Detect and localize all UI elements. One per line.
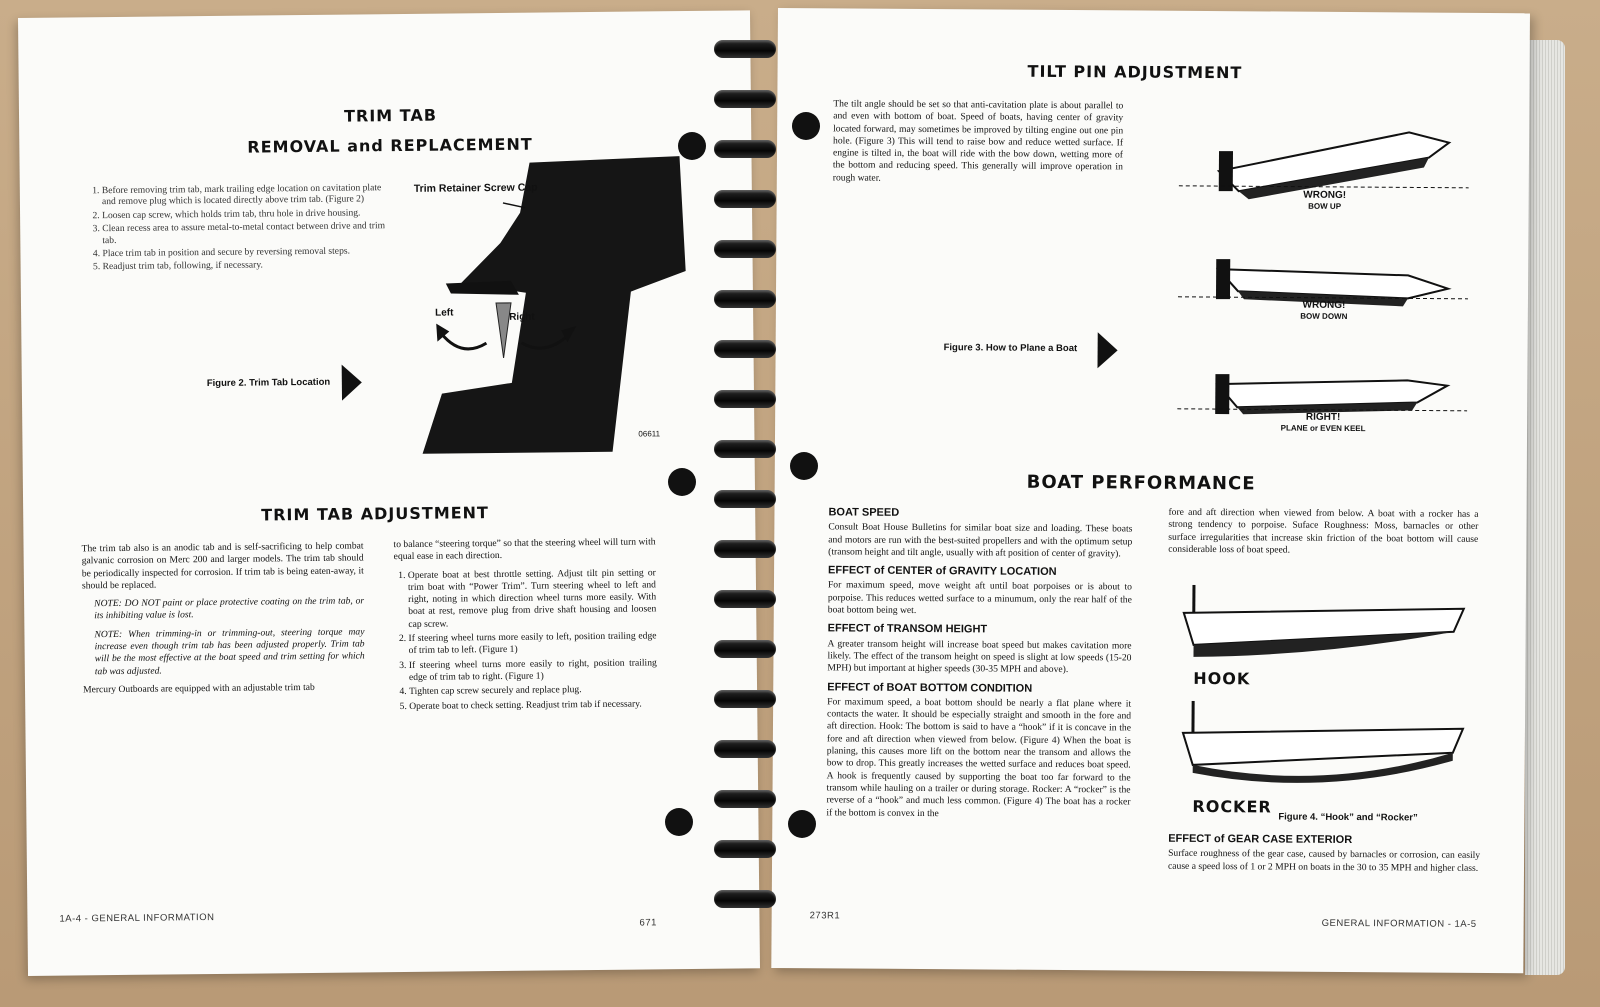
figure-arrow-icon [1097, 332, 1117, 368]
removal-step: 4. Place trim tab in position and secure by reversing removal steps. [102, 245, 394, 259]
boat-caption-2 [1284, 300, 1364, 323]
spiral-coil-loop [714, 640, 776, 658]
right-label: Right [509, 311, 535, 323]
hook-boat-drawing [1173, 585, 1474, 667]
adj-para-1: The trim tab also is an anodic tab and is self-sacrificing to help combat galvanic corrosion on Merc 200 and larger models. The trim tab should be periodically inspected for corrosion. If trim tab is being eaten-away, it should be replaced. [81, 540, 364, 592]
spiral-coil-loop [714, 240, 776, 258]
adjustment-step: 4. Tighten cap screw securely and replace plug. [409, 684, 657, 699]
removal-steps [88, 182, 395, 275]
right-footer: GENERAL INFORMATION - 1A-5 [1321, 917, 1477, 930]
rocker-label: ROCKER [1192, 796, 1272, 817]
spiral-coil-loop [714, 840, 776, 858]
spiral-coil-loop [714, 540, 776, 558]
tilt-pin-title: TILT PIN ADJUSTMENT [1027, 61, 1243, 83]
bottom-heading: EFFECT of BOAT BOTTOM CONDITION [827, 680, 1033, 695]
removal-title: REMOVAL and REPLACEMENT [247, 134, 533, 157]
transom-heading: EFFECT of TRANSOM HEIGHT [827, 622, 988, 636]
figure-arrow-icon [342, 364, 362, 400]
left-footer: 1A-4 - GENERAL INFORMATION [59, 911, 215, 925]
boat-performance-title: BOAT PERFORMANCE [1026, 471, 1256, 495]
adj-para-2: Mercury Outboards are equipped with an adjustable trim tab [82, 681, 315, 696]
adj-col2-intro: to balance “steering torque” so that the steering wheel will turn with equal ease in each direction. [393, 536, 656, 563]
removal-step: 5. Readjust trim tab, following, if necessary. [103, 259, 395, 273]
adjustment-col-1 [82, 540, 366, 702]
boat-speed-heading: BOAT SPEED [828, 506, 900, 519]
cog-text: For maximum speed, move weight aft until boat porpoises or is about to porpoise. This reduces wetted surface to a minumum, only the rear half of the boat bottom being wet. [827, 579, 1133, 617]
left-label: Left [435, 307, 454, 319]
bottom-text: For maximum speed, a boat bottom should be nearly a flat plane where it contacts the water. It should be especially straight and smooth in the fore and aft direction. Hook: The bottom is said to have a “hook” if it is concave in the fore and aft direction when viewed from below. (Figure 4) When the boat is planing, this causes more lift on the bottom near the transom and allows the bow to drop. This greatly increases the wetted surface and reduces boat speed. A hook is frequently caused by supporting the boat too far forward to the transom while hauling on a trailer or during storage. Rocker: A “rocker” is the reverse of a “hook” and much less common. (Figure 4) The boat has a rocker if the bottom is convex in the [826, 696, 1132, 819]
boat-label: WRONG! [1302, 299, 1346, 311]
performance-col-1 [826, 502, 1132, 827]
boat-caption-3 [1263, 411, 1383, 434]
adj-note-1: NOTE: DO NOT paint or place protective coating on the trim tab, or its inhibiting value is lost. [94, 595, 365, 622]
removal-step: 3. Clean recess area to assure metal-to-metal contact between drive and trim tab. [102, 220, 394, 246]
spiral-coil-loop [714, 790, 776, 808]
right-page [771, 8, 1530, 973]
trim-tab-adjustment-title: TRIM TAB ADJUSTMENT [261, 503, 490, 525]
punch-hole [788, 810, 816, 838]
tilt-paragraph: The tilt angle should be set so that anti-cavitation plate is about parallel to and even with bottom of boat. Speed of boats, having center of gravity located forward, may sometimes be improved by tilting engine out one pin hole. (Figure 3) This will tend to raise bow and reduce wetted surface. If engine is tilted in, the boat will ride with the bow down, wetting more of the bottom and reducing speed. This generally will improve operation in rough water. [832, 98, 1124, 184]
spiral-coil-loop [714, 190, 776, 208]
performance-col-2-text: fore and aft direction when viewed from below. A boat with a rocker has a strong tendency to porpoise. Suface Roughness: Moss, barnacles or other surface irregularities that increase skin friction of the boat bottom will cause considerable loss of boat speed. [1168, 506, 1479, 556]
spiral-coil-loop [714, 390, 776, 408]
adj-note-2: NOTE: When trimming-in or trimming-out, steering torque may increase even though trim tab has been adjusted properly. Trim tab will be the most effective at the boat speed and trim setting for which tab was adjusted. [94, 626, 365, 677]
boat-caption-1 [1285, 190, 1365, 213]
adjustment-step: 2. If steering wheel turns more easily to left, position trailing edge of trim tab to left. (Figure 1) [408, 630, 656, 657]
spiral-coil-loop [714, 890, 776, 908]
punch-hole [668, 468, 696, 496]
trim-tab-title: TRIM TAB [343, 105, 438, 126]
adjustment-steps [394, 567, 657, 713]
figure-3-caption: Figure 3. How to Plane a Boat [943, 342, 1078, 355]
boat-label: RIGHT! [1305, 411, 1341, 423]
left-footer-number: 671 [639, 917, 657, 929]
spiral-coil-loop [714, 290, 776, 308]
punch-hole [678, 132, 706, 160]
adjustment-step: 5. Operate boat to check setting. Readjust trim tab if necessary. [409, 698, 657, 713]
gear-heading: EFFECT of GEAR CASE EXTERIOR [1168, 832, 1353, 847]
figure-4-caption: Figure 4. “Hook” and “Rocker” [1278, 811, 1418, 824]
gear-case-section [1168, 829, 1480, 881]
boat-speed-text: Consult Boat House Bulletins for similar boat size and loading. These boats and motors are run with the best-suited propellers and with the optimum setup (transom height and tilt angle, usually with aft position of center of gravity). [828, 521, 1133, 560]
trim-retainer-callout: Trim Retainer Screw Cap [413, 181, 538, 195]
figure-code: 06611 [638, 429, 661, 439]
left-page [18, 10, 760, 976]
rocker-boat-drawing [1173, 701, 1474, 788]
punch-hole [792, 112, 820, 140]
spiral-coil-loop [714, 690, 776, 708]
spiral-coil-loop [714, 90, 776, 108]
spiral-coil-loop [714, 440, 776, 458]
figure-2-caption: Figure 2. Trim Tab Location [206, 376, 331, 390]
removal-step: 2. Loosen cap screw, which holds trim tab, thru hole in drive housing. [102, 207, 394, 221]
boat-label: WRONG! [1303, 189, 1347, 201]
spiral-coil-loop [714, 740, 776, 758]
boat-sublabel: PLANE or EVEN KEEL [1280, 423, 1366, 434]
spiral-coil-loop [714, 140, 776, 158]
adjustment-step: 1. Operate boat at best throttle setting. Adjust tilt pin setting or trim boat with “Power Trim”. Turn steering wheel to left and right, noting in which direction wheel turns more easily. With boat at rest, remove plug from drive shaft housing and loosen cap screw. [408, 567, 657, 631]
boat-sublabel: BOW UP [1308, 201, 1342, 211]
page-stack-edge [1525, 40, 1565, 975]
hook-label: HOOK [1193, 668, 1251, 689]
right-footer-code: 273R1 [809, 910, 841, 922]
adjustment-col-2 [393, 536, 657, 715]
spiral-coil-loop [714, 490, 776, 508]
cog-heading: EFFECT of CENTER of GRAVITY LOCATION [828, 564, 1057, 579]
punch-hole [665, 808, 693, 836]
spiral-coil-loop [714, 590, 776, 608]
boat-sublabel: BOW DOWN [1300, 311, 1348, 321]
spiral-coil-loop [714, 340, 776, 358]
spiral-coil-loop [714, 40, 776, 58]
boat-bow-down-drawing [1178, 229, 1469, 311]
transom-text: A greater transom height will increase boat speed but makes cavitation more likely. The effect of the transom height on speed is slight at low speeds (15-20 MPH) but important at higher speeds (30-35 MPH and above). [827, 638, 1132, 676]
removal-step: 1. Before removing trim tab, mark trailing edge location on cavitation plate and remove plug which is located directly above trim tab. (Figure 2) [102, 182, 394, 208]
gear-text: Surface roughness of the gear case, caused by barnacles or corrosion, can easily cause a speed loss of 1 or 2 MPH on boats in the 30 to 35 MPH and higher class. [1167, 848, 1481, 874]
boat-even-keel-drawing [1177, 339, 1468, 421]
punch-hole [790, 452, 818, 480]
adjustment-step: 3. If steering wheel turns more easily to right, position trailing edge of trim tab to right. (Figure 1) [409, 657, 657, 684]
